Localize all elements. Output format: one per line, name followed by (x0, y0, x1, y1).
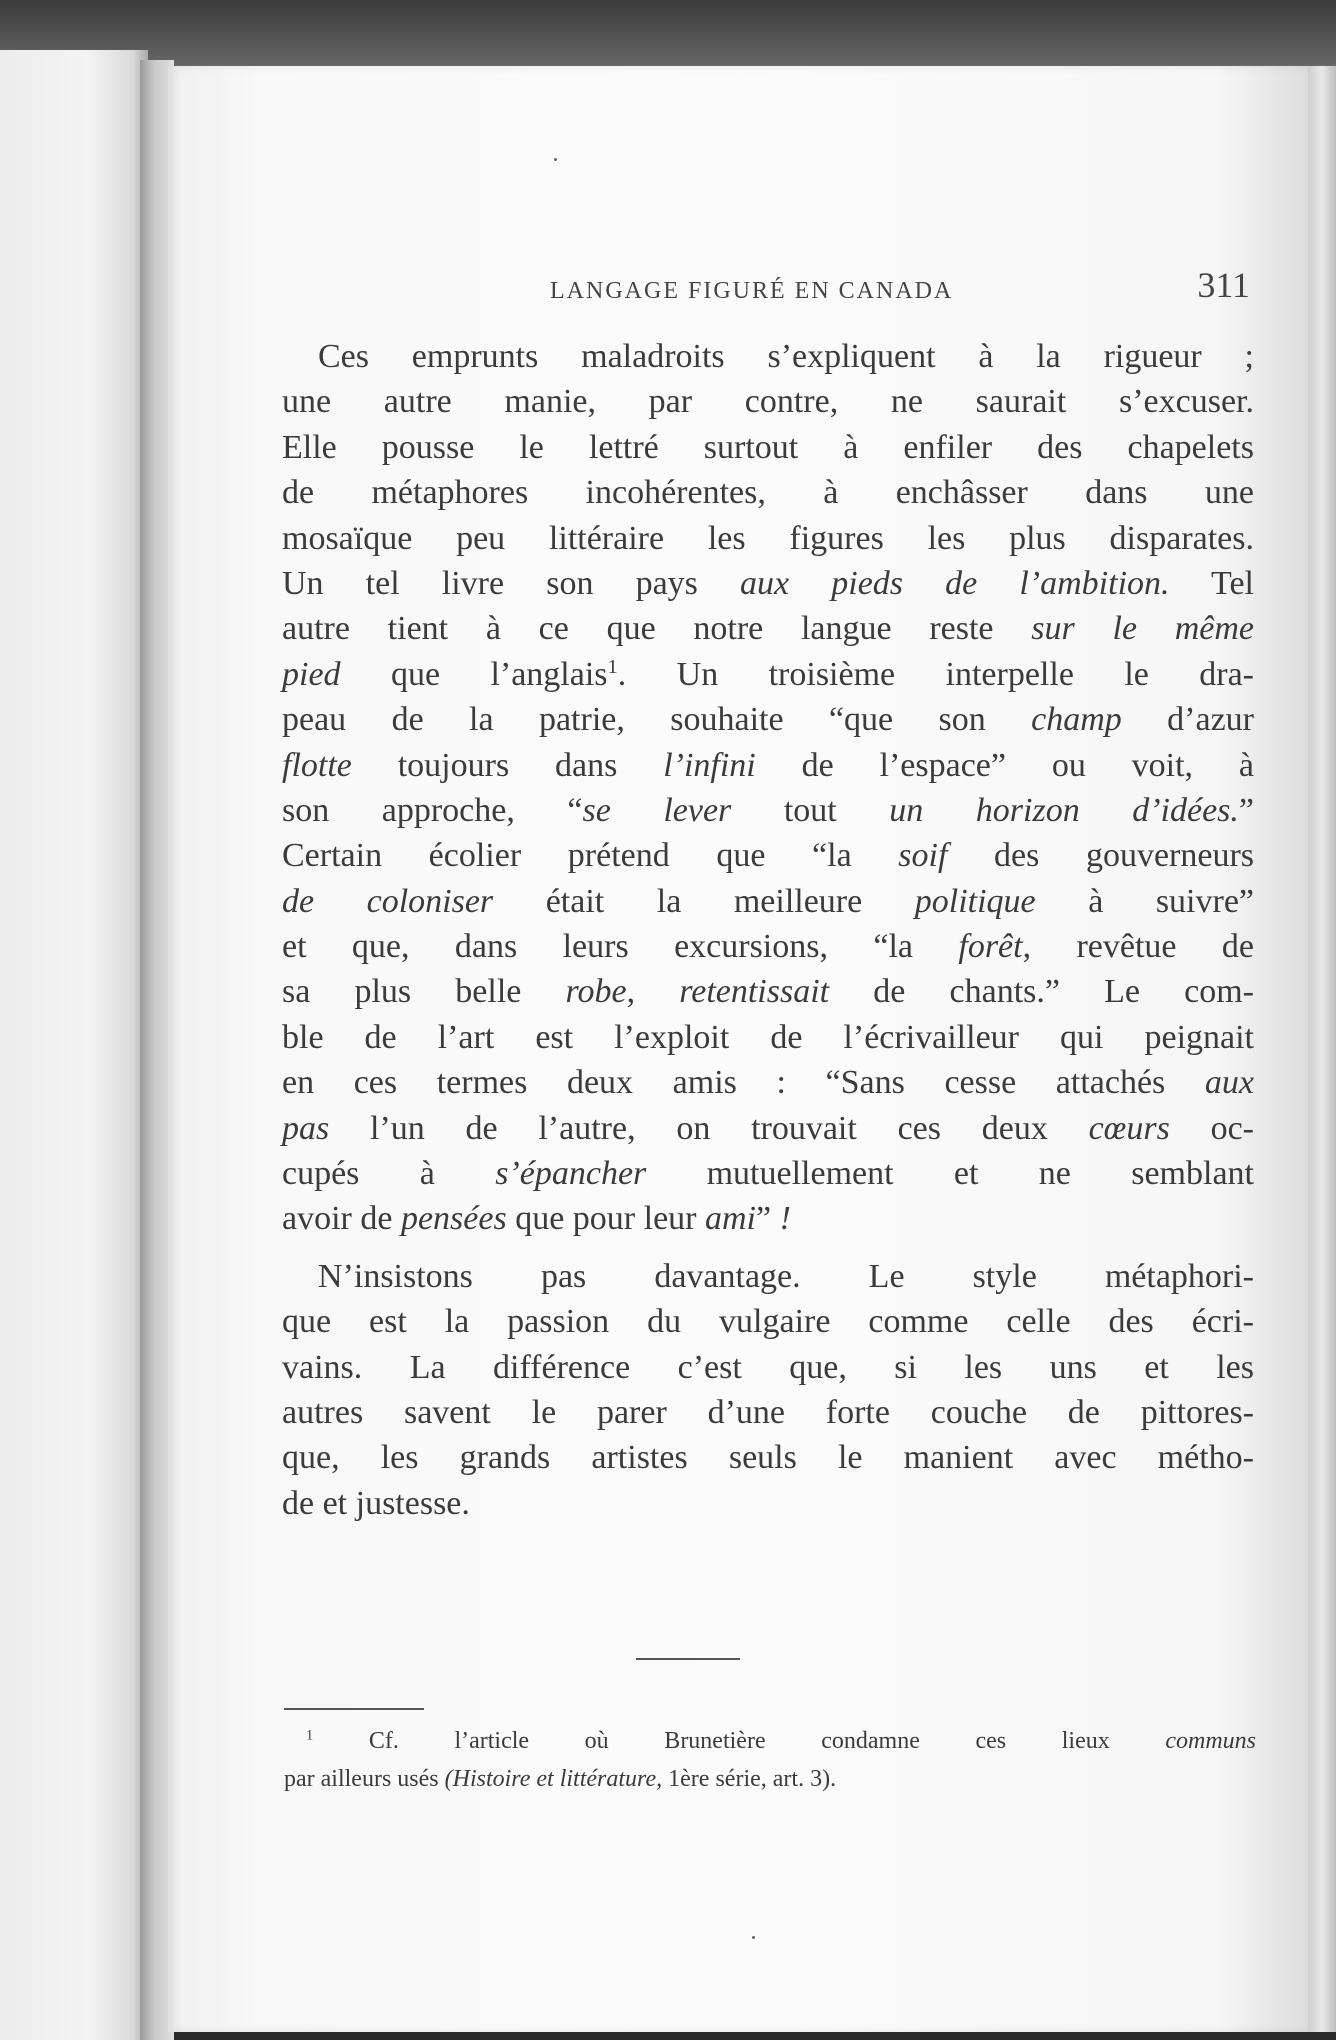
text-line (282, 1345, 1254, 1390)
italic-text: s’épancher (495, 1155, 647, 1193)
text-line (282, 1015, 1254, 1060)
text-run: que pour leur (506, 1200, 705, 1238)
text-run: 1ère série, art. 3). (662, 1766, 837, 1792)
italic-text: pied (282, 655, 341, 693)
text-run: par ailleurs usés (284, 1766, 445, 1792)
text-line (282, 1390, 1254, 1435)
text-line (282, 1299, 1254, 1344)
italic-text: flotte (282, 746, 352, 784)
text-run: , (626, 973, 680, 1011)
paragraph (282, 1254, 1254, 1526)
text-line (282, 652, 1254, 697)
text-run: de et justesse. (282, 1484, 470, 1522)
text-line (282, 1106, 1254, 1151)
text-run: Ces emprunts maladroits s’expliquent à la rigueur ; (318, 338, 1254, 375)
text-run: . Un troisième interpelle le dra- (617, 655, 1254, 693)
italic-text: de coloniser (282, 882, 494, 920)
italic-text: retentissait (679, 973, 830, 1011)
text-run: et que, dans leurs excursions, “la (282, 928, 959, 966)
text-line (282, 1481, 1254, 1526)
italic-text: l’infini (663, 746, 756, 784)
text-line (282, 969, 1254, 1014)
italic-text: forêt (958, 928, 1023, 966)
text-run: cupés à (282, 1155, 496, 1193)
text-line (282, 879, 1254, 924)
text-run: , revêtue de (1022, 928, 1254, 966)
text-run: de chants.” Le com- (829, 973, 1255, 1011)
italic-text: aux pieds de l’ambition. (740, 564, 1170, 602)
section-divider (636, 1658, 740, 1660)
text-run: Tel (1169, 564, 1254, 602)
text-run: mutuellement et ne semblant (646, 1155, 1254, 1193)
footnote-rule (284, 1708, 424, 1710)
italic-text: cœurs (1088, 1109, 1170, 1147)
text-run: Certain écolier prétend que “la (282, 837, 899, 875)
paragraph-gap (282, 1242, 1254, 1254)
text-line (282, 1151, 1254, 1196)
text-line (282, 470, 1254, 515)
text-run: de l’espace” ou voit, à (755, 746, 1254, 784)
text-line (282, 1254, 1254, 1299)
text-run: toujours dans (351, 746, 664, 784)
text-run: Cf. l’article où Brunetière condamne ces lieux (313, 1728, 1166, 1754)
text-line (282, 561, 1254, 606)
speck (752, 1936, 755, 1939)
text-run: ble de l’art est l’exploit de l’écrivailleur qui peignait (282, 1018, 1254, 1056)
text-run: autre tient à ce que notre langue reste (282, 610, 1032, 648)
text-run: une autre manie, par contre, ne saurait s’excuser. (282, 383, 1254, 421)
text-run: que, les grands artistes seuls le manient avec métho- (282, 1439, 1254, 1477)
text-line (282, 516, 1254, 561)
text-run: autres savent le parer d’une forte couche de pittores- (282, 1393, 1254, 1431)
text-run: N’insistons pas davantage. Le style métaphori- (318, 1257, 1254, 1295)
text-line (282, 606, 1254, 651)
body-text (282, 334, 1254, 1526)
footnotes (284, 1722, 1256, 1798)
italic-text: se lever (582, 791, 732, 829)
text-run: ” (1238, 791, 1254, 829)
italic-text: ! (779, 1200, 791, 1238)
italic-text: robe (565, 973, 627, 1011)
italic-text: soif (898, 837, 948, 875)
text-run: Elle pousse le lettré surtout à enfiler des chapelets (282, 428, 1254, 466)
footnote-marker: 1 (607, 655, 618, 678)
text-run: l’un de l’autre, on trouvait ces deux (329, 1109, 1089, 1147)
italic-text: un horizon d’idées. (889, 791, 1239, 829)
italic-text: pas (282, 1109, 330, 1147)
text-line (282, 833, 1254, 878)
italic-text: (Histoire et littérature, (444, 1766, 663, 1792)
text-run: avoir de (282, 1200, 401, 1238)
text-line (282, 924, 1254, 969)
italic-text: communs (1165, 1728, 1256, 1754)
text-line (282, 1060, 1254, 1105)
text-run: peau de la patrie, souhaite “que son (282, 701, 1032, 739)
running-head: LANGAGE FIGURÉ EN CANADA (550, 278, 954, 304)
text-line (284, 1722, 1256, 1760)
text-run: Un tel livre son pays (282, 564, 741, 602)
facing-page-left (0, 50, 148, 2040)
text-line (282, 1196, 1254, 1241)
text-run: mosaïque peu littéraire les figures les plus disparates. (282, 519, 1254, 557)
page-right-edge (1308, 66, 1336, 2032)
text-run: que l’anglais (340, 655, 608, 693)
italic-text: pensées (400, 1200, 507, 1238)
text-line (282, 425, 1254, 470)
text-run: son approche, “ (282, 791, 583, 829)
text-run: à suivre” (1035, 882, 1255, 920)
page-header (270, 264, 1250, 314)
italic-text: champ (1031, 701, 1122, 739)
text-line (282, 1435, 1254, 1480)
text-line (282, 379, 1254, 424)
footnote-marker: 1 (306, 1727, 314, 1744)
text-run: de métaphores incohérentes, à enchâsser dans une (282, 474, 1254, 512)
text-line (282, 743, 1254, 788)
italic-text: sur le même (1031, 610, 1254, 648)
paragraph (282, 334, 1254, 1242)
speck (554, 158, 557, 161)
page-number: 311 (1197, 265, 1250, 305)
text-run: oc- (1169, 1109, 1254, 1147)
text-run: sa plus belle (282, 973, 566, 1011)
footnote (284, 1722, 1256, 1798)
italic-text: politique (914, 882, 1036, 920)
text-run: que est la passion du vulgaire comme celle des écri- (282, 1303, 1254, 1341)
text-line (284, 1760, 1256, 1798)
text-run: tout (731, 791, 890, 829)
text-line (282, 334, 1254, 379)
italic-text: aux (1204, 1064, 1254, 1102)
text-run: des gouverneurs (947, 837, 1255, 875)
text-run: ” (755, 1200, 780, 1238)
text-run: vains. La différence c’est que, si les uns et les (282, 1348, 1254, 1386)
text-line (282, 697, 1254, 742)
italic-text: ami (704, 1200, 756, 1238)
book-page (168, 66, 1308, 2032)
text-run: en ces termes deux amis : “Sans cesse attachés (282, 1064, 1205, 1102)
text-run: était la meilleure (493, 882, 915, 920)
text-line (282, 788, 1254, 833)
text-run: d’azur (1121, 701, 1254, 739)
